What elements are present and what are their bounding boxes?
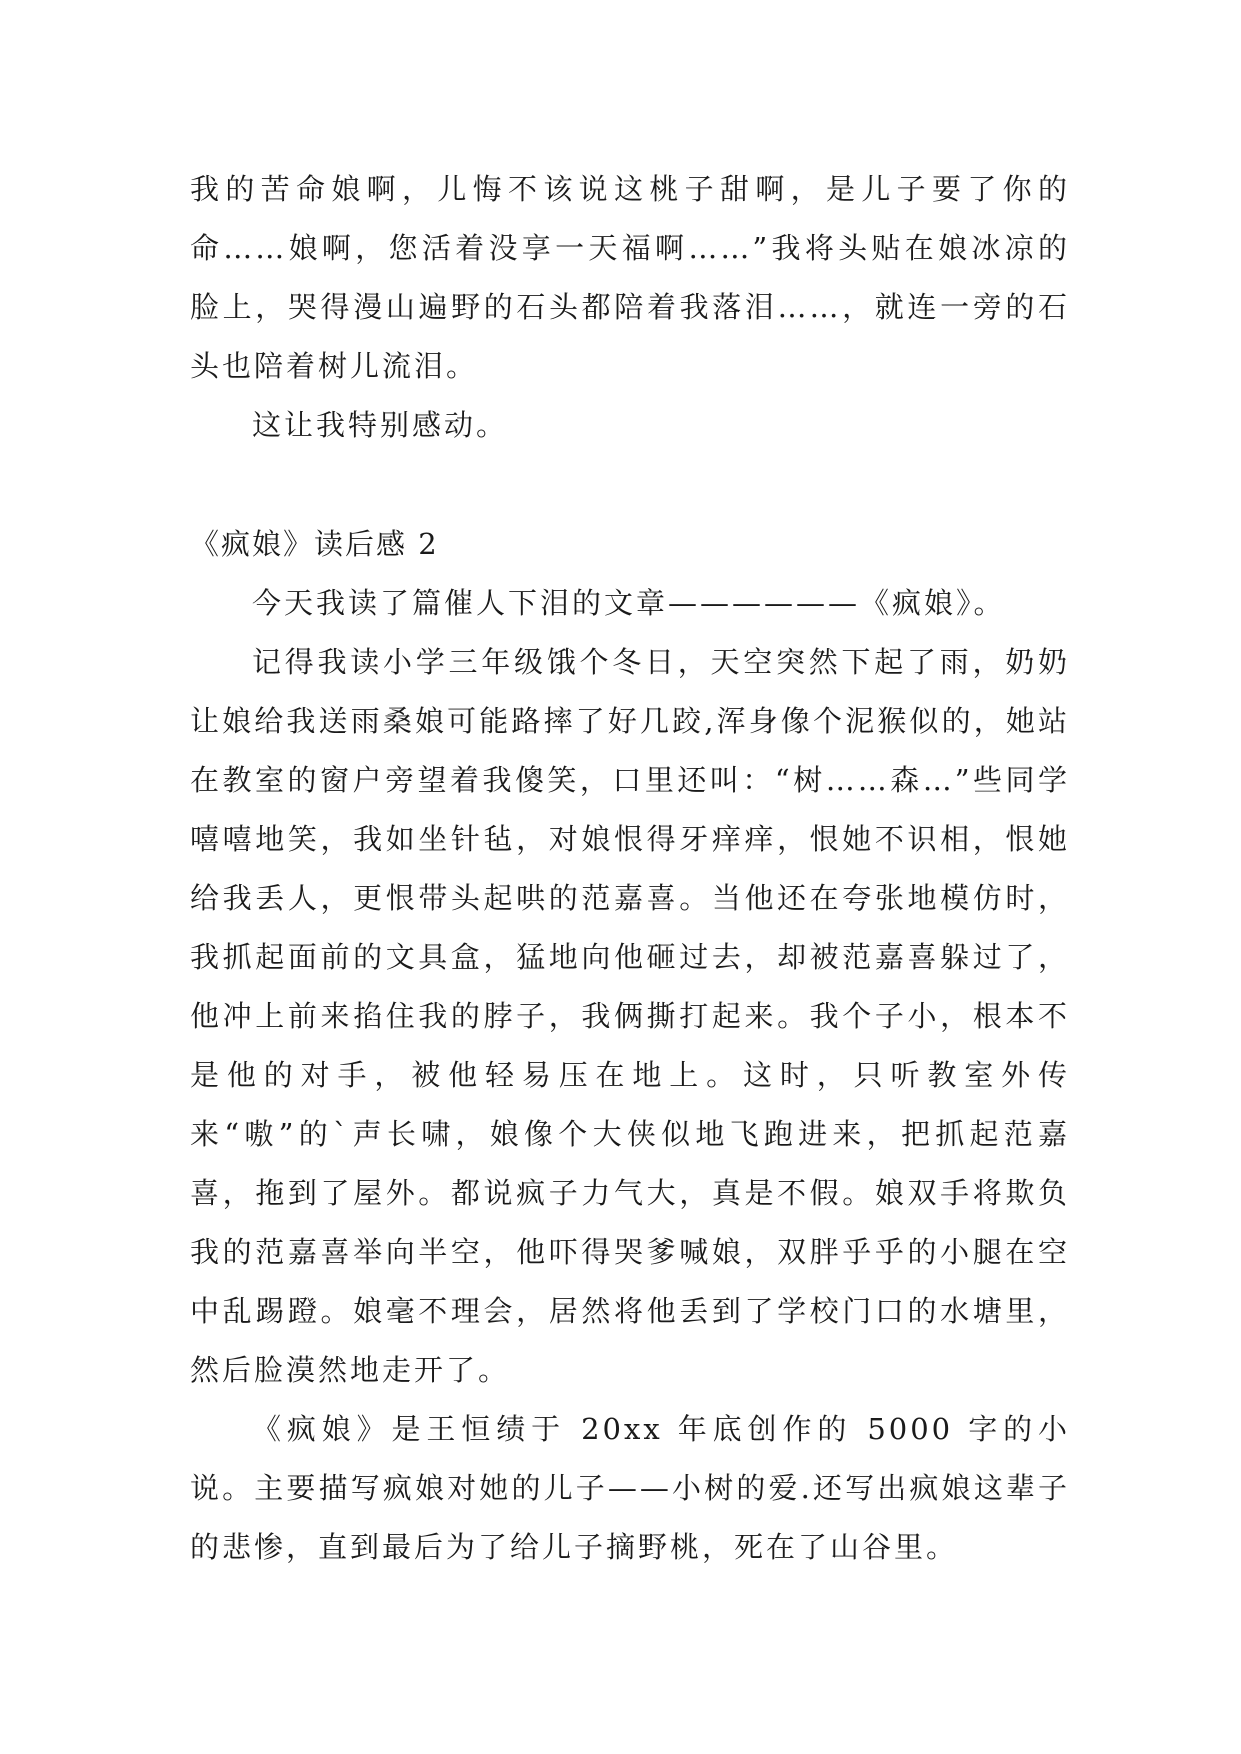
paragraph-intro: 今天我读了篇催人下泪的文章——————《疯娘》。 bbox=[252, 586, 1006, 620]
paragraph-story: 记得我读小学三年级饿个冬日，天空突然下起了雨，奶奶让娘给我送雨桑娘可能路摔了好几跤,浑身像个泥猴似的，她站在教室的窗户旁望着我傻笑，口里还叫：“树……森…”些同学嘻嘻地笑，我如坐针毡，对娘恨得牙痒痒，恨她不识相，恨她给我丢人，更恨带头起哄的范嘉喜。当他还在夸张地模仿时，我抓起面前的文具盒，猛地向他砸过去，却被范嘉喜躲过了，他冲上前来掐住我的脖子，我俩撕打起来。我个子小，根本不是他的对手，被他轻易压在地上。这时，只听教室外传来“嗷”的`声长啸，娘像个大侠似地飞跑进来，把抓起范嘉喜，拖到了屋外。都说疯子力气大，真是不假。娘双手将欺负我的范嘉喜举向半空，他吓得哭爹喊娘，双胖乎乎的小腿在空中乱踢蹬。娘毫不理会，居然将他丢到了学校门口的水塘里，然后脸漠然地走开了。 bbox=[190, 645, 1070, 1387]
section-title: 《疯娘》读后感 2 bbox=[190, 527, 439, 561]
paragraph-continuation: 我的苦命娘啊，儿悔不该说这桃子甜啊，是儿子要了你的命……娘啊，您活着没享一天福啊……”我将头贴在娘冰凉的脸上，哭得漫山遍野的石头都陪着我落泪……，就连一旁的石头也陪着树儿流泪。 bbox=[190, 172, 1070, 383]
paragraph-summary: 《疯娘》是王恒绩于 20xx 年底创作的 5000 字的小说。主要描写疯娘对她的儿子——小树的爱.还写出疯娘这辈子的悲惨，直到最后为了给儿子摘野桃，死在了山谷里。 bbox=[190, 1412, 1070, 1564]
document-page bbox=[190, 160, 1070, 1577]
paragraph-feeling: 这让我特别感动。 bbox=[252, 408, 509, 442]
